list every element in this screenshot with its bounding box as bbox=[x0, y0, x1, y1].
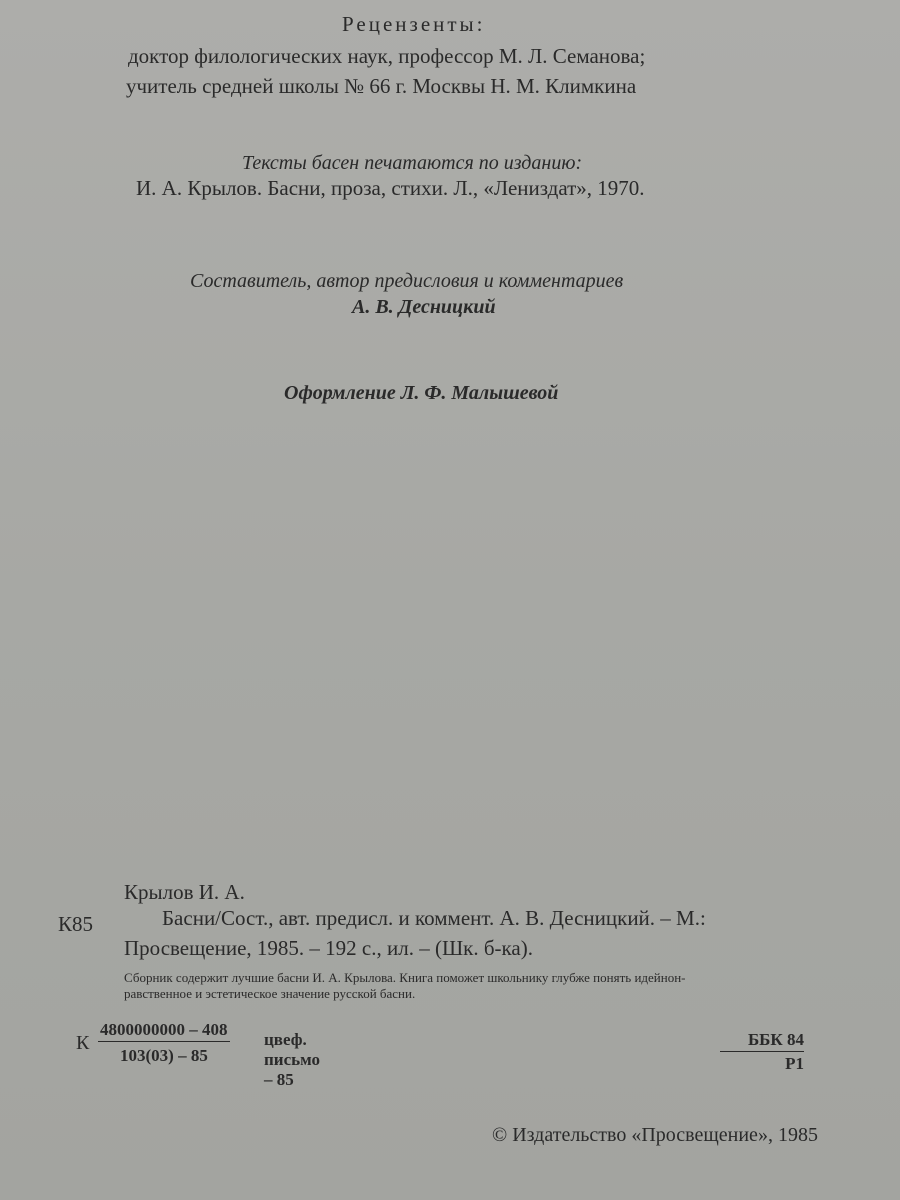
catalog-description-2: Просвещение, 1985. – 192 с., ил. – (Шк. б-ка). bbox=[124, 936, 533, 960]
formula-numerator: 4800000000 – 408 bbox=[98, 1020, 230, 1042]
formula-denominator: 103(03) – 85 bbox=[120, 1046, 208, 1065]
copyright: © Издательство «Просвещение», 1985 bbox=[492, 1124, 818, 1146]
reviewers-heading: Рецензенты: bbox=[342, 12, 486, 36]
catalog-formula bbox=[76, 1020, 320, 1089]
reviewer-1: доктор филологических наук, профессор М. Л. Семанова; bbox=[128, 44, 646, 68]
bbk-top: ББК 84 bbox=[720, 1030, 804, 1052]
catalog-author: Крылов И. А. bbox=[124, 880, 245, 904]
catalog-description-1: Басни/Сост., авт. предисл. и коммент. А. В. Десницкий. – М.: bbox=[162, 906, 706, 930]
design-credit: Оформление Л. Ф. Малышевой bbox=[284, 382, 559, 404]
compiler-name: А. В. Десницкий bbox=[352, 296, 496, 318]
formula-letter: К bbox=[76, 1032, 90, 1054]
formula-note: цвеф. письмо – 85 bbox=[264, 1030, 320, 1089]
catalog-summary-2: равственное и эстетическое значение русской басни. bbox=[124, 986, 416, 1001]
catalog-summary-1: Сборник содержит лучшие басни И. А. Крылова. Книга поможет школьнику глубже понять идейнон- bbox=[124, 970, 686, 985]
source-intro: Тексты басен печатаются по изданию: bbox=[242, 152, 583, 174]
bbk-index bbox=[720, 1030, 804, 1074]
reviewer-2: учитель средней школы № 66 г. Москвы Н. М. Климкина bbox=[126, 74, 637, 98]
compiler-role: Составитель, автор предисловия и комментариев bbox=[190, 270, 624, 292]
bbk-bottom: Р1 bbox=[785, 1054, 804, 1073]
source-edition: И. А. Крылов. Басни, проза, стихи. Л., «Лениздат», 1970. bbox=[136, 176, 645, 200]
catalog-code: К85 bbox=[58, 912, 94, 936]
